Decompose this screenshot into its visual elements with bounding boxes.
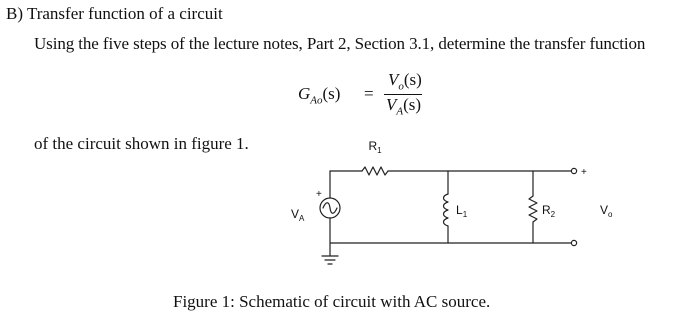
output-terminal-bottom [571, 240, 576, 245]
figure-caption: Figure 1: Schematic of circuit with AC source. [173, 292, 491, 311]
lhs-symbol: G [298, 84, 311, 103]
lhs-arg: (s) [322, 84, 341, 103]
numerator-symbol: V [388, 70, 399, 89]
followup-text: of the circuit shown in figure 1. [34, 134, 249, 153]
vo-label: $V_o$ [600, 203, 613, 219]
numerator-subscript: o [398, 80, 404, 93]
inductor-l1 [444, 194, 449, 226]
lhs-subscript: Ao [310, 94, 323, 107]
denominator-arg: (s) [403, 95, 422, 114]
section-heading: B) Transfer function of a circuit [6, 4, 223, 23]
r1-label: $R_1$ [368, 139, 382, 155]
ac-sine [323, 203, 337, 214]
l1-label: $L_1$ [456, 203, 468, 219]
resistor-r1 [362, 167, 388, 175]
source-plus-sign: + [316, 189, 322, 200]
ground-symbol [322, 250, 338, 264]
numerator-arg: (s) [403, 70, 422, 89]
va-label: $V_A$ [291, 207, 305, 223]
equals-sign: = [364, 84, 374, 103]
output-terminal-top [571, 168, 576, 173]
intro-text: Using the five steps of the lecture notes, Part 2, Section 3.1, determine the transfer function [34, 34, 646, 53]
output-plus-sign: + [581, 167, 587, 178]
r2-label: $R_2$ [542, 203, 556, 219]
resistor-r2 [529, 196, 537, 222]
denominator-symbol: V [386, 95, 397, 114]
denominator-subscript: A [396, 105, 404, 118]
